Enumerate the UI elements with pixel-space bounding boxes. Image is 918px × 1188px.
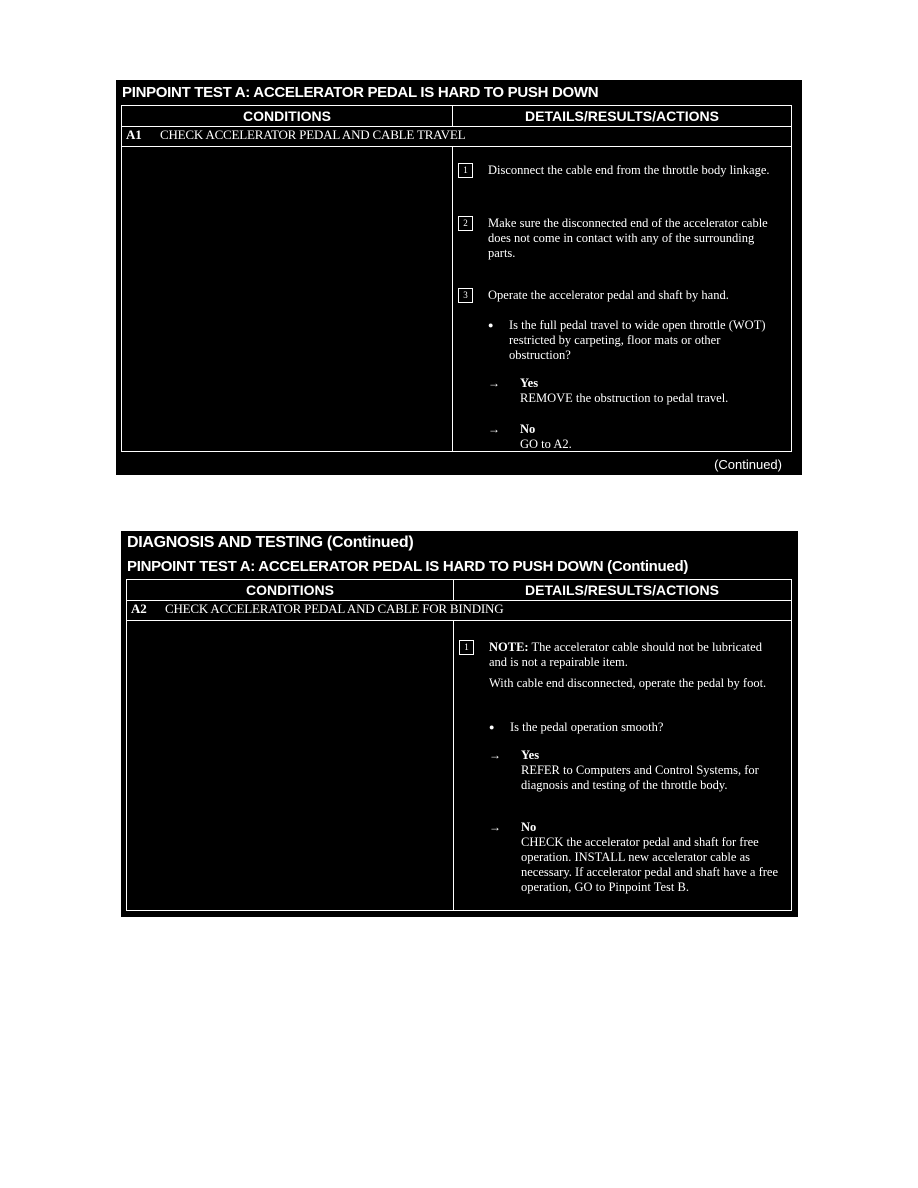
step-number-box: 1	[458, 163, 473, 178]
no-label: No	[521, 820, 537, 834]
step-text: Make sure the disconnected end of the accelerator cable does not come in contact with any of the surrounding parts.	[488, 216, 768, 260]
step-item-3	[458, 288, 773, 303]
arrow-right-icon: →	[488, 376, 500, 390]
step-title: CHECK ACCELERATOR PEDAL AND CABLE TRAVEL	[160, 127, 466, 142]
step-id: A1	[126, 127, 142, 142]
step-number-box: 3	[458, 288, 473, 303]
step-row	[126, 127, 465, 143]
step-row	[131, 601, 503, 617]
details-column	[459, 640, 789, 910]
pinpoint-test-a2-panel	[121, 531, 798, 917]
step-text: Disconnect the cable end from the throttle body linkage.	[488, 163, 770, 177]
note-text: The accelerator cable should not be lubricated and is not a repairable item.	[489, 640, 762, 669]
pinpoint-test-a1-panel	[116, 80, 802, 475]
section-title: DIAGNOSIS AND TESTING (Continued)	[127, 534, 414, 551]
details-header: DETAILS/RESULTS/ACTIONS	[525, 582, 719, 598]
instruction	[459, 676, 774, 691]
step-item-1	[459, 640, 774, 670]
header-divider	[453, 580, 454, 600]
step-number-box: 1	[459, 640, 474, 655]
conditions-header: CONDITIONS	[246, 582, 334, 598]
question	[488, 318, 778, 363]
step-rule	[127, 620, 791, 621]
step-rule	[122, 146, 791, 147]
yes-action: REFER to Computers and Control Systems, for diagnosis and testing of the throttle body.	[521, 763, 759, 792]
yes-action: REMOVE the obstruction to pedal travel.	[520, 391, 729, 405]
details-column	[458, 163, 788, 453]
answer-yes	[488, 376, 788, 406]
column-divider	[452, 146, 453, 451]
details-header: DETAILS/RESULTS/ACTIONS	[525, 108, 719, 124]
no-label: No	[520, 422, 536, 436]
question	[489, 720, 779, 735]
bullet-icon: ●	[488, 320, 494, 330]
yes-label: Yes	[521, 748, 540, 762]
instruction-text: With cable end disconnected, operate the pedal by foot.	[489, 676, 767, 690]
step-text: Operate the accelerator pedal and shaft by hand.	[488, 288, 729, 302]
continued-label: (Continued)	[714, 457, 782, 472]
no-action: GO to A2.	[520, 437, 572, 451]
step-number-box: 2	[458, 216, 473, 231]
answer-no	[489, 820, 789, 895]
test-title: PINPOINT TEST A: ACCELERATOR PEDAL IS HARD TO PUSH DOWN	[122, 84, 599, 101]
test-table	[121, 105, 792, 452]
note-label: NOTE:	[489, 640, 529, 654]
header-divider	[452, 106, 453, 126]
conditions-header: CONDITIONS	[243, 108, 331, 124]
column-divider	[453, 620, 454, 910]
answer-no	[488, 422, 788, 452]
test-table	[126, 579, 792, 911]
answer-yes	[489, 748, 789, 793]
note	[489, 640, 774, 670]
test-title: PINPOINT TEST A: ACCELERATOR PEDAL IS HARD TO PUSH DOWN (Continued)	[127, 558, 689, 575]
yes-label: Yes	[520, 376, 539, 390]
arrow-right-icon: →	[488, 422, 500, 436]
arrow-right-icon: →	[489, 748, 501, 762]
arrow-right-icon: →	[489, 820, 501, 834]
question-text: Is the pedal operation smooth?	[510, 720, 664, 734]
step-item-2	[458, 216, 773, 261]
step-item-1	[458, 163, 773, 178]
step-id: A2	[131, 601, 147, 616]
bullet-icon: ●	[489, 722, 495, 732]
no-action: CHECK the accelerator pedal and shaft for free operation. INSTALL new accelerator cable as necessary. If accelerator pedal and shaft have a free operation, GO to Pinpoint Test B.	[521, 835, 779, 894]
question-text: Is the full pedal travel to wide open throttle (WOT) restricted by carpeting, floor mats or other obstruction?	[509, 318, 766, 362]
step-title: CHECK ACCELERATOR PEDAL AND CABLE FOR BINDING	[165, 601, 504, 616]
